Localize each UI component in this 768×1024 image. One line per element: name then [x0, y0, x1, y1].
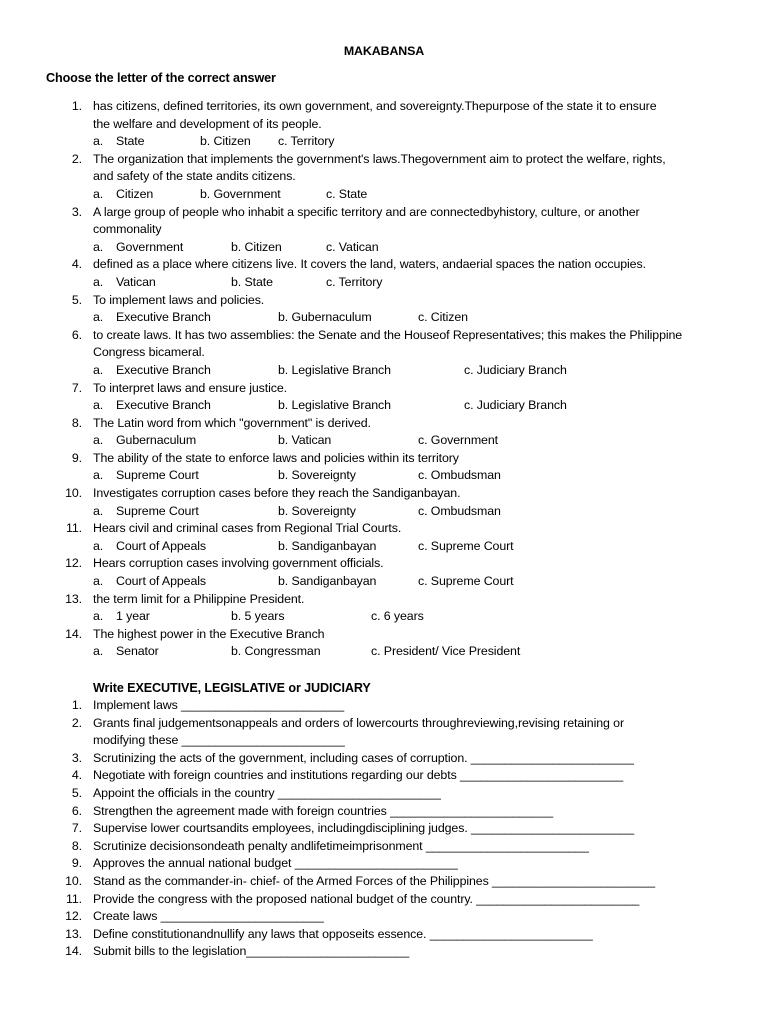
- choice-letter: a.: [93, 574, 104, 589]
- classification-list: [0, 697, 768, 961]
- choice-letter: a.: [93, 503, 104, 518]
- choice-b: b. Gubernaculum: [278, 310, 372, 325]
- question-text: Hears corruption cases involving government officials.: [93, 556, 384, 571]
- choice-a: Senator: [116, 644, 159, 659]
- choices-row: [0, 309, 768, 327]
- item-number: 2.: [71, 715, 82, 730]
- question-number: 14.: [65, 626, 82, 641]
- item-row: [0, 750, 768, 768]
- choice-c: c. Vatican: [326, 239, 379, 254]
- item-row: [0, 873, 768, 891]
- choice-b: b. Sovereignty: [278, 468, 356, 483]
- choice-a: Supreme Court: [116, 503, 199, 518]
- question-row: [0, 415, 768, 433]
- choice-letter: a.: [93, 644, 104, 659]
- question-number: 4.: [71, 257, 82, 272]
- choice-c: c. Judiciary Branch: [464, 398, 567, 413]
- question-text: The Latin word from which "government" is derived.: [93, 415, 371, 430]
- question-continuation: [0, 344, 768, 362]
- choice-a: Executive Branch: [116, 310, 211, 325]
- choices-row: [0, 362, 768, 380]
- item-number: 4.: [71, 768, 82, 783]
- question-number: 12.: [65, 556, 82, 571]
- item-text: Appoint the officials in the country ________________________: [93, 785, 441, 800]
- question-number: 3.: [71, 204, 82, 219]
- item-row: [0, 838, 768, 856]
- choice-c: c. Supreme Court: [418, 538, 514, 553]
- item-row: [0, 820, 768, 838]
- item-row: [0, 803, 768, 821]
- choice-a: Vatican: [116, 274, 156, 289]
- item-text: Submit bills to the legislation________________________: [93, 944, 410, 959]
- item-row: [0, 943, 768, 961]
- item-text: Strengthen the agreement made with foreign countries ________________________: [93, 803, 554, 818]
- choice-a: Executive Branch: [116, 362, 211, 377]
- choice-b: b. State: [231, 274, 273, 289]
- choices-row: [0, 186, 768, 204]
- item-text: Define constitutionandnullify any laws that opposeits essence. ________________________: [93, 926, 593, 941]
- item-number: 6.: [71, 803, 82, 818]
- item-number: 14.: [65, 944, 82, 959]
- choice-c: c. Ombudsman: [418, 468, 501, 483]
- choices-row: [0, 397, 768, 415]
- question-text: the term limit for a Philippine President.: [93, 591, 305, 606]
- choice-letter: a.: [93, 186, 104, 201]
- choice-b: b. Congressman: [231, 644, 321, 659]
- choice-b: b. Citizen: [231, 239, 282, 254]
- item-text: modifying these ________________________: [93, 733, 345, 748]
- question-text: The ability of the state to enforce laws and policies within its territory: [93, 450, 459, 465]
- item-number: 12.: [65, 909, 82, 924]
- choice-c: c. President/ Vice President: [371, 644, 521, 659]
- question-text: Hears civil and criminal cases from Regional Trial Courts.: [93, 521, 402, 536]
- choice-letter: a.: [93, 609, 104, 624]
- item-number: 5.: [71, 785, 82, 800]
- question-number: 8.: [71, 415, 82, 430]
- choice-a: Gubernaculum: [116, 433, 197, 448]
- item-row: [0, 767, 768, 785]
- item-row: [0, 715, 768, 733]
- question-number: 1.: [71, 99, 82, 113]
- choices-row: [0, 467, 768, 485]
- choice-letter: a.: [93, 433, 104, 448]
- choice-a: Court of Appeals: [116, 574, 207, 589]
- choice-b: b. 5 years: [231, 609, 285, 624]
- item-row: [0, 785, 768, 803]
- question-number: 9.: [71, 450, 82, 465]
- item-continuation: [0, 732, 768, 750]
- choice-letter: a.: [93, 239, 104, 254]
- choice-b: b. Sandiganbayan: [278, 574, 377, 589]
- item-number: 9.: [71, 856, 82, 871]
- item-row: [0, 891, 768, 909]
- question-row: [0, 450, 768, 468]
- choices-row: [0, 573, 768, 591]
- item-number: 1.: [71, 698, 82, 712]
- choice-letter: a.: [93, 310, 104, 325]
- question-row: [0, 292, 768, 310]
- item-text: Implement laws ________________________: [93, 698, 345, 712]
- item-text: Negotiate with foreign countries and institutions regarding our debts ________________________: [93, 768, 623, 783]
- choices-row: [0, 239, 768, 257]
- choices-row: [0, 643, 768, 661]
- choice-c: c. Ombudsman: [418, 503, 501, 518]
- question-continuation: [0, 168, 768, 186]
- choice-b: b. Citizen: [200, 134, 251, 149]
- choice-letter: a.: [93, 134, 104, 149]
- choice-a: State: [116, 134, 145, 149]
- choice-c: c. Government: [418, 433, 498, 448]
- choice-b: b. Government: [200, 186, 281, 201]
- choice-c: c. 6 years: [371, 609, 424, 624]
- question-row: [0, 555, 768, 573]
- question-continuation: [0, 221, 768, 239]
- question-text: and safety of the state andits citizens.: [93, 169, 296, 184]
- question-row: [0, 485, 768, 503]
- question-text: To implement laws and policies.: [93, 292, 265, 307]
- choice-c: c. Territory: [326, 274, 383, 289]
- choice-a: Court of Appeals: [116, 538, 207, 553]
- choice-a: Supreme Court: [116, 468, 199, 483]
- choice-letter: a.: [93, 274, 104, 289]
- section2-instruction: Write EXECUTIVE, LEGISLATIVE or JUDICIARY: [93, 681, 371, 695]
- choice-letter: a.: [93, 362, 104, 377]
- question-number: 5.: [71, 292, 82, 307]
- question-text: to create laws. It has two assemblies: the Senate and the Houseof Representatives; this makes the Philippine: [93, 327, 683, 342]
- document-title: MAKABANSA: [343, 44, 425, 58]
- item-text: Approves the annual national budget ________________________: [93, 856, 458, 871]
- choice-a: Executive Branch: [116, 398, 211, 413]
- choices-row: [0, 274, 768, 292]
- question-row: [0, 520, 768, 538]
- choice-a: 1 year: [116, 609, 150, 624]
- item-row: [0, 908, 768, 926]
- question-text: A large group of people who inhabit a specific territory and are connectedbyhistory, culture, or another: [93, 204, 640, 219]
- question-row: [0, 256, 768, 274]
- question-row: [0, 327, 768, 345]
- item-text: Scrutinize decisionsondeath penalty andlifetimeimprisonment ________________________: [93, 838, 589, 853]
- item-text: Provide the congress with the proposed national budget of the country. ________________________: [93, 891, 640, 906]
- item-text: Supervise lower courtsandits employees, includingdisciplining judges. ________________________: [93, 821, 634, 836]
- choice-b: b. Vatican: [278, 433, 332, 448]
- question-continuation: [0, 116, 768, 134]
- question-row: [0, 98, 768, 116]
- question-number: 2.: [71, 151, 82, 166]
- question-text: To interpret laws and ensure justice.: [93, 380, 287, 395]
- question-text: defined as a place where citizens live. It covers the land, waters, andaerial spaces the nation occupies.: [93, 257, 646, 272]
- question-number: 10.: [65, 486, 82, 501]
- choices-row: [0, 503, 768, 521]
- item-number: 7.: [71, 821, 82, 836]
- question-text: The highest power in the Executive Branch: [93, 626, 325, 641]
- question-number: 13.: [65, 591, 82, 606]
- choice-c: c. State: [326, 186, 368, 201]
- item-row: [0, 697, 768, 715]
- question-row: [0, 151, 768, 169]
- item-number: 10.: [65, 873, 82, 888]
- question-text: commonality: [93, 222, 162, 237]
- choice-letter: a.: [93, 468, 104, 483]
- item-row: [0, 926, 768, 944]
- choice-letter: a.: [93, 538, 104, 553]
- section1-instruction: Choose the letter of the correct answer: [46, 71, 276, 85]
- question-text: Investigates corruption cases before they reach the Sandiganbayan.: [93, 486, 461, 501]
- choice-letter: a.: [93, 398, 104, 413]
- choice-a: Government: [116, 239, 184, 254]
- item-text: Stand as the commander-in- chief- of the Armed Forces of the Philippines ________________________: [93, 873, 656, 888]
- question-row: [0, 626, 768, 644]
- choice-b: b. Sovereignty: [278, 503, 356, 518]
- item-number: 11.: [65, 891, 82, 906]
- choices-row: [0, 608, 768, 626]
- item-number: 3.: [71, 750, 82, 765]
- choice-b: b. Legislative Branch: [278, 362, 391, 377]
- choice-c: c. Supreme Court: [418, 574, 514, 589]
- choices-row: [0, 133, 768, 151]
- question-row: [0, 380, 768, 398]
- item-text: Create laws ________________________: [93, 909, 324, 924]
- question-number: 7.: [71, 380, 82, 395]
- choice-a: Citizen: [116, 186, 154, 201]
- choices-row: [0, 538, 768, 556]
- item-number: 13.: [65, 926, 82, 941]
- item-text: Grants final judgementsonappeals and orders of lowercourts throughreviewing,revising retaining or: [93, 715, 624, 730]
- choice-c: c. Judiciary Branch: [464, 362, 567, 377]
- item-number: 8.: [71, 838, 82, 853]
- question-text: has citizens, defined territories, its own government, and sovereignty.Thepurpose of the state it to ensure: [93, 99, 657, 113]
- question-text: Congress bicameral.: [93, 345, 205, 360]
- choice-c: c. Citizen: [418, 310, 468, 325]
- choice-b: b. Sandiganbayan: [278, 538, 377, 553]
- question-row: [0, 204, 768, 222]
- choices-row: [0, 432, 768, 450]
- item-row: [0, 855, 768, 873]
- question-text: the welfare and development of its people.: [93, 116, 322, 131]
- choice-b: b. Legislative Branch: [278, 398, 391, 413]
- question-number: 6.: [71, 327, 82, 342]
- question-number: 11.: [65, 521, 82, 536]
- question-row: [0, 591, 768, 609]
- choice-c: c. Territory: [278, 134, 335, 149]
- item-text: Scrutinizing the acts of the government, including cases of corruption. ________________________: [93, 750, 634, 765]
- multiple-choice-list: [0, 98, 768, 661]
- question-text: The organization that implements the government's laws.Thegovernment aim to protect the welfare, rights,: [93, 151, 666, 166]
